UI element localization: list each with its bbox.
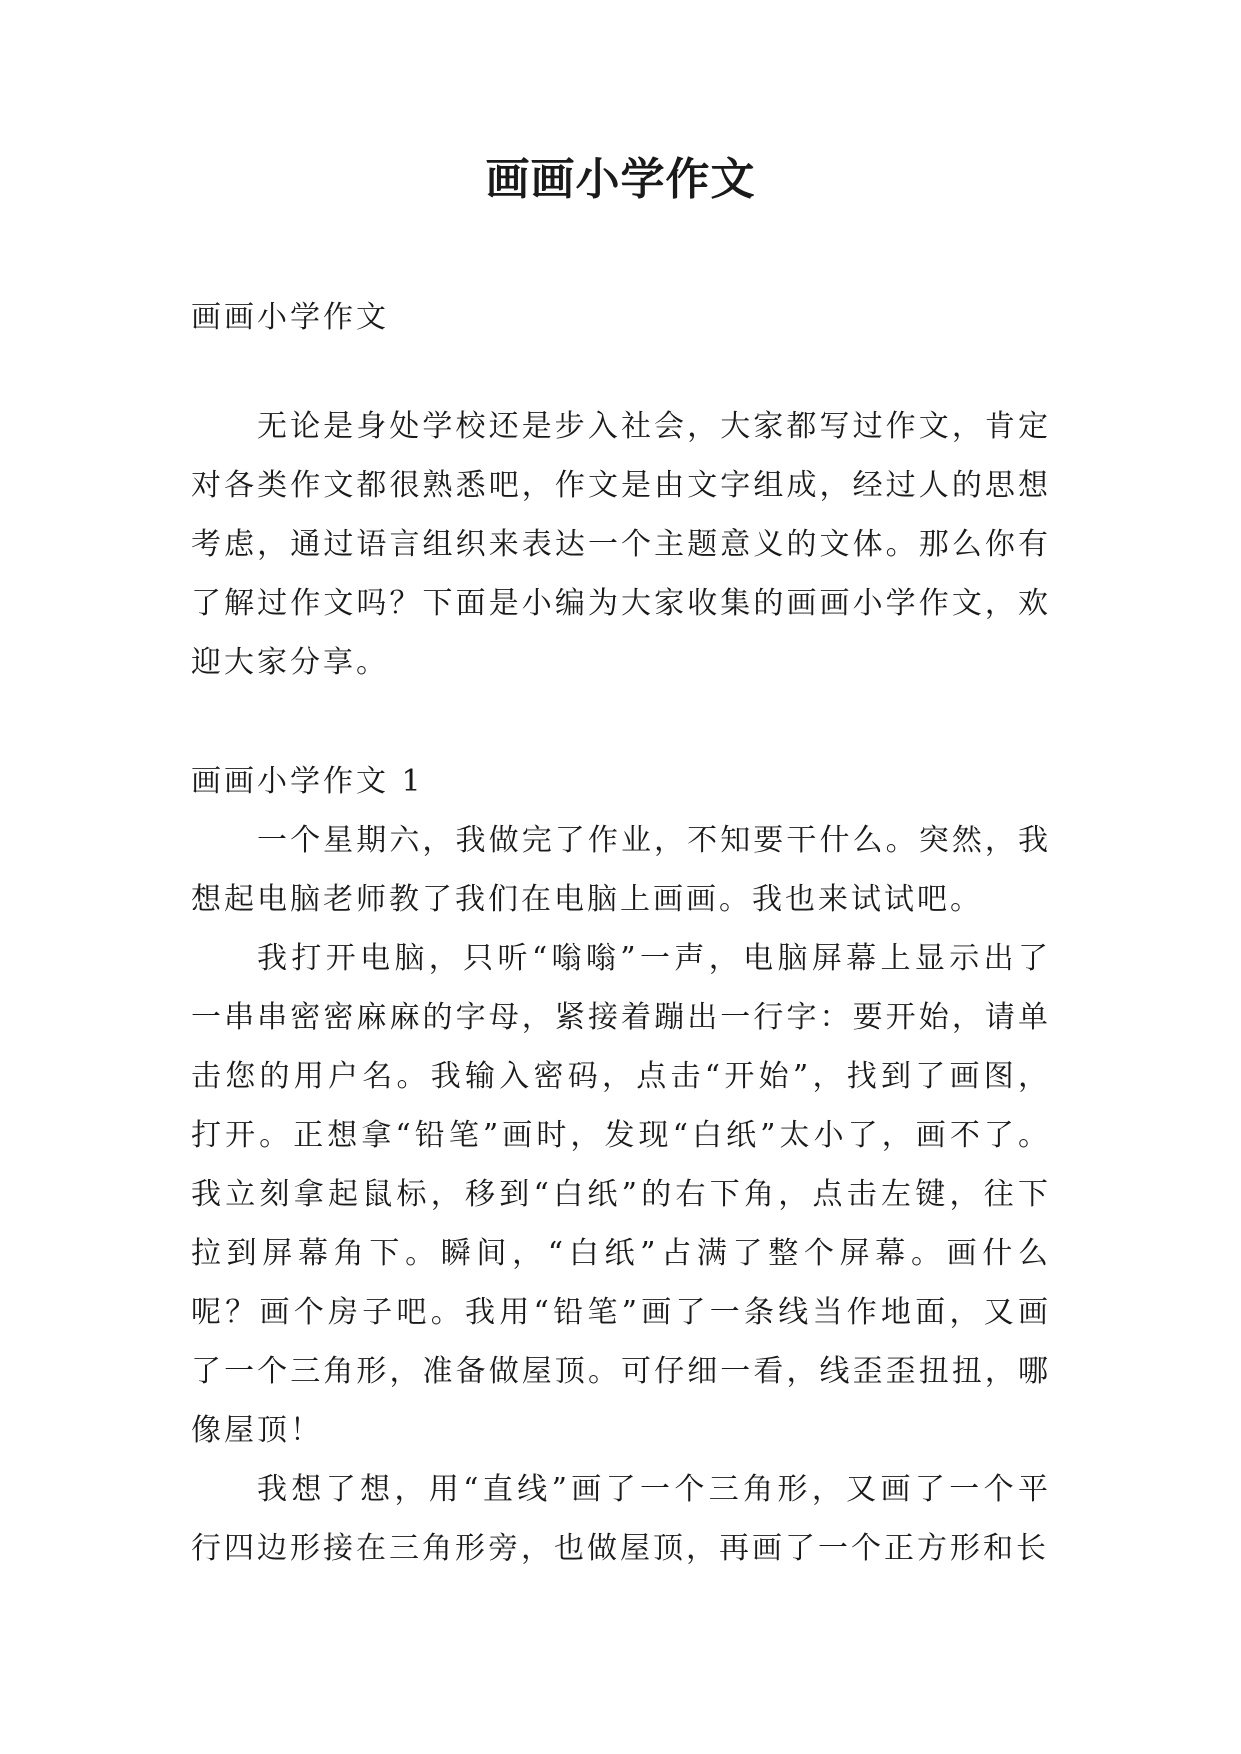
paragraph-1: 一个星期六，我做完了作业，不知要干什么。突然，我想起电脑老师教了我们在电脑上画画。我也来试试吧。 — [191, 823, 1051, 917]
section-heading: 画画小学作文 1 — [191, 764, 424, 799]
spacer — [191, 347, 1051, 397]
paragraph-2: 我打开电脑，只听“嗡嗡”一声，电脑屏幕上显示出了一串串密密麻麻的字母，紧接着蹦出一行字：要开始，请单击您的用户名。我输入密码，点击“开始”，找到了画图，打开。正想拿“铅笔”画时，发现“白纸”太小了，画不了。我立刻拿起鼠标，移到“白纸”的右下角，点击左键，往下拉到屏幕角下。瞬间，“白纸”占满了整个屏幕。画什么呢？画个房子吧。我用“铅笔”画了一条线当作地面，又画了一个三角形，准备做屋顶。可仔细一看，线歪歪扭扭，哪像屋顶！ — [191, 941, 1051, 1448]
intro-paragraph: 无论是身处学校还是步入社会，大家都写过作文，肯定对各类作文都很熟悉吧，作文是由文字组成，经过人的思想考虑，通过语言组织来表达一个主题意义的文体。那么你有了解过作文吗？下面是小编为大家收集的画画小学作文，欢迎大家分享。 — [191, 409, 1051, 680]
spacer — [191, 692, 1051, 752]
paragraph-3: 我想了想，用“直线”画了一个三角形，又画了一个平行四边形接在三角形旁，也做屋顶，再画了一个正方形和长 — [191, 1472, 1051, 1566]
document-body — [191, 288, 1051, 1578]
subtitle: 画画小学作文 — [191, 300, 389, 335]
document-title: 画画小学作文 — [485, 154, 756, 205]
